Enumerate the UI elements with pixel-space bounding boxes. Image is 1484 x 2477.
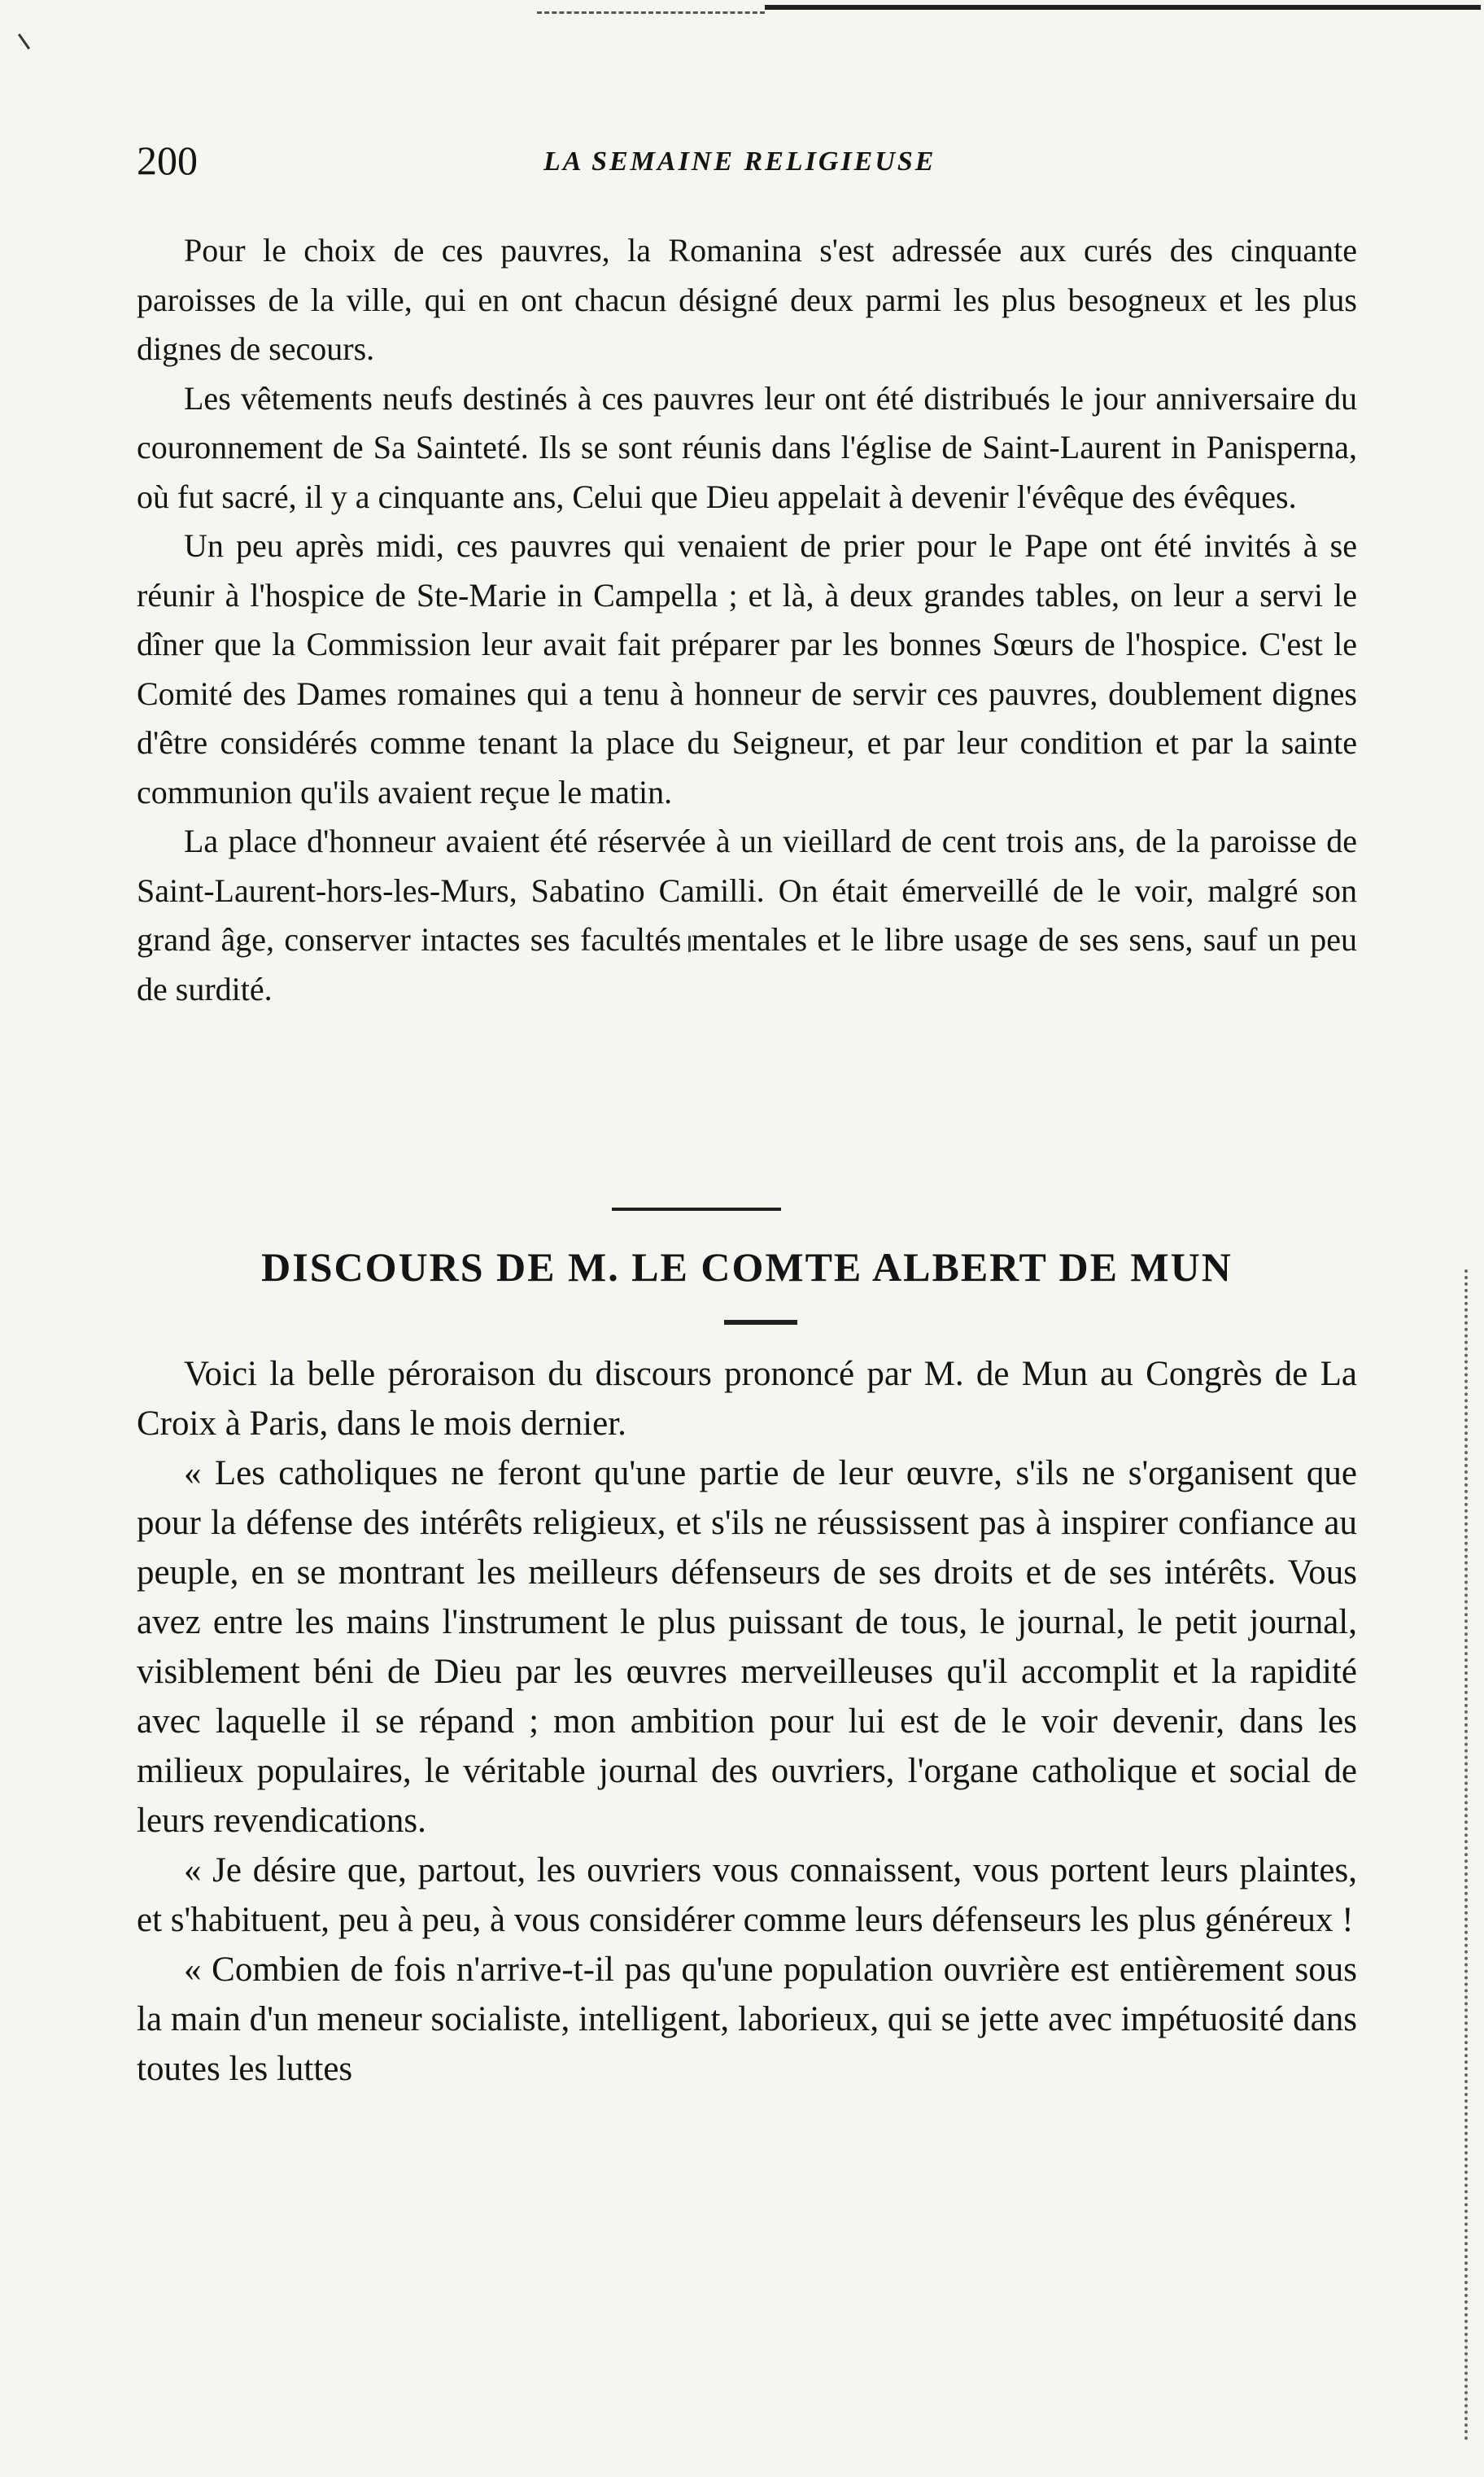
paragraph: La place d'honneur avaient été réservée à un vieillard de cent trois ans, de la paroisse de Saint-Laurent-hors-les-Murs, Sabatino Camilli. On était émerveillé de le voir, malgré son grand âge, conserver intactes ses facultés mentales et le libre usage de ses sens, sauf un peu de surdité.	[137, 823, 1357, 1007]
top-edge-dashed-rule	[537, 11, 765, 14]
section-one-text	[137, 226, 1357, 1014]
paragraph: « Je désire que, partout, les ouvriers vous connaissent, vous portent leurs plaintes, et s'habituent, peu à peu, à vous considérer comme leurs défenseurs les plus généreux !	[137, 1851, 1357, 1939]
page-header	[137, 137, 1357, 186]
right-edge-scan-mark	[1464, 1269, 1468, 2441]
section-two-text	[137, 1349, 1357, 2094]
running-head: LA SEMAINE RELIGIEUSE	[543, 146, 936, 177]
paragraph: Voici la belle péroraison du discours prononcé par M. de Mun au Congrès de La Croix à Paris, dans le mois dernier.	[137, 1355, 1357, 1443]
corner-mark	[18, 33, 30, 50]
page-number: 200	[137, 138, 198, 183]
title-underline	[724, 1320, 797, 1325]
paragraph: Un peu après midi, ces pauvres qui venaient de prier pour le Pape ont été invités à se réunir à l'hospice de Ste-Marie in Campella ; et là, à deux grandes tables, on leur a servi le dîner que la Commission leur avait fait préparer par les bonnes Sœurs de l'hospice. C'est le Comité des Dames romaines qui a tenu à honneur de servir ces pauvres, doublement dignes d'être considérés comme tenant la place du Seigneur, et par leur condition et par la sainte communion qu'ils avaient reçue le matin.	[137, 527, 1357, 810]
section-title: DISCOURS DE M. LE COMTE ALBERT DE MUN	[261, 1244, 1233, 1290]
paragraph: « Combien de fois n'arrive-t-il pas qu'une population ouvrière est entièrement sous la main d'un meneur socialiste, intelligent, laborieux, qui se jette avec impétuosité dans toutes les luttes	[137, 1951, 1357, 2088]
paragraph: Les vêtements neufs destinés à ces pauvres leur ont été distribués le jour anniversaire du couronnement de Sa Sainteté. Ils se sont réunis dans l'église de Saint-Laurent in Panisperna, où fut sacré, il y a cinquante ans, Celui que Dieu appelait à devenir l'évêque des évêques.	[137, 379, 1357, 515]
paragraph: « Les catholiques ne feront qu'une partie de leur œuvre, s'ils ne s'organisent que pour la défense des intérêts religieux, et s'ils ne réussissent pas à inspirer confiance au peuple, en se montrant les meilleurs défenseurs de ses droits et de ses intérêts. Vous avez entre les mains l'instrument le plus puissant de tous, le journal, le petit journal, visiblement béni de Dieu par les œuvres merveilleuses qu'il accomplit et la rapidité avec laquelle il se répand ; mon ambition pour lui est de le voir devenir, dans les milieux populaires, le véritable journal des ouvriers, l'organe catholique et social de leurs revendications.	[137, 1454, 1357, 1840]
paragraph: Pour le choix de ces pauvres, la Romanina s'est adressée aux curés des cinquante paroisses de la ville, qui en ont chacun désigné deux parmi les plus besogneux et les plus dignes de secours.	[137, 232, 1357, 367]
top-edge-rule	[765, 5, 1481, 10]
section-divider	[612, 1208, 781, 1211]
